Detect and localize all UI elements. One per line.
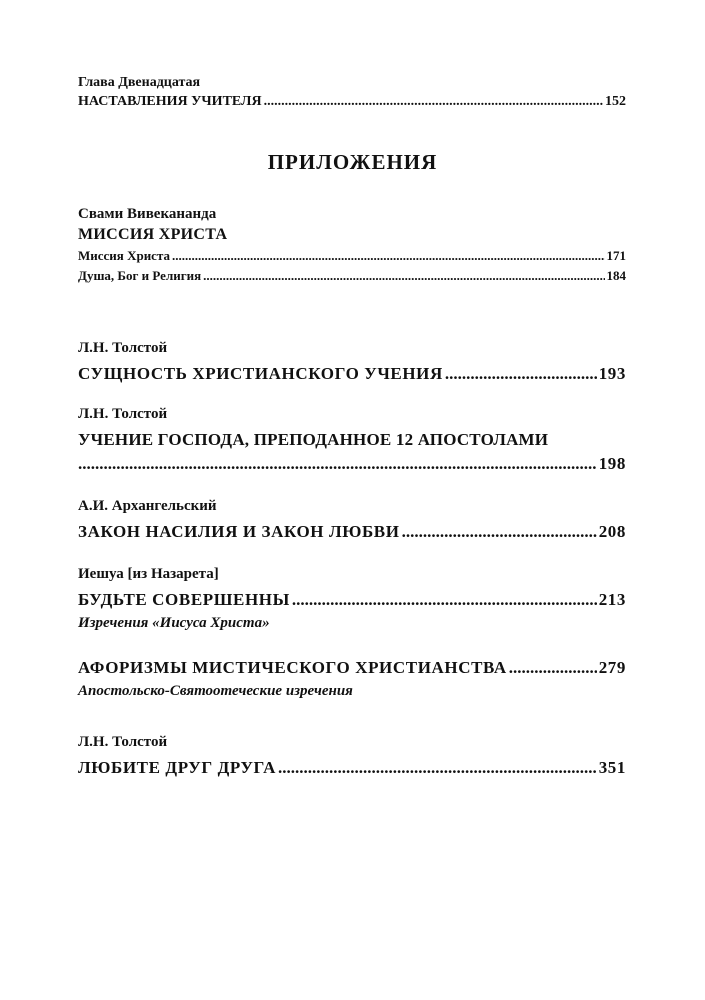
toc-entry-tolstoy-essence[interactable] bbox=[78, 338, 626, 386]
section-title: БУДЬТЕ СОВЕРШЕННЫ bbox=[78, 590, 290, 609]
dot-leader bbox=[509, 656, 597, 680]
toc-entry-tolstoy-teaching[interactable] bbox=[78, 404, 626, 476]
section-title: УЧЕНИЕ ГОСПОДА, ПРЕПОДАННОЕ 12 АПОСТОЛАМИ bbox=[78, 430, 549, 449]
entry-line bbox=[78, 656, 626, 680]
page-number: 198 bbox=[598, 454, 626, 473]
page-number: 184 bbox=[606, 268, 626, 283]
page-number: 171 bbox=[606, 248, 626, 263]
entry-line bbox=[78, 756, 626, 780]
dot-leader bbox=[402, 520, 597, 544]
dot-leader bbox=[445, 362, 597, 386]
section-title: ЛЮБИТЕ ДРУГ ДРУГА bbox=[78, 758, 276, 777]
toc-entry-tolstoy-love[interactable] bbox=[78, 732, 626, 780]
chapter-line bbox=[78, 92, 626, 112]
entry-line bbox=[78, 520, 626, 544]
section-title: СУЩНОСТЬ ХРИСТИАНСКОГО УЧЕНИЯ bbox=[78, 364, 443, 383]
dot-leader bbox=[278, 756, 597, 780]
toc-entry-arkhangelsky[interactable] bbox=[78, 496, 626, 544]
dot-leader bbox=[292, 588, 597, 612]
author-name: Л.Н. Толстой bbox=[78, 340, 168, 356]
subitem-label: Душа, Бог и Религия bbox=[78, 268, 202, 283]
toc-entry-yeshua[interactable] bbox=[78, 564, 626, 634]
page-number: 213 bbox=[598, 590, 626, 609]
toc-subitem[interactable] bbox=[78, 266, 626, 286]
entry-line bbox=[78, 452, 626, 476]
chapter-label: Глава Двенадцатая bbox=[78, 75, 201, 90]
subitem-label: Миссия Христа bbox=[78, 248, 170, 263]
appendix-heading: ПРИЛОЖЕНИЯ bbox=[267, 150, 438, 174]
section-subtitle: Изречения «Иисуса Христа» bbox=[78, 615, 270, 631]
page-number: 351 bbox=[598, 758, 626, 777]
author-name: Иешуа [из Назарета] bbox=[78, 566, 219, 582]
author-name: А.И. Архангельский bbox=[78, 498, 217, 514]
dot-leader bbox=[264, 92, 603, 112]
dot-leader bbox=[203, 266, 604, 286]
toc-entry-aphorisms[interactable] bbox=[78, 656, 626, 702]
page-number: 193 bbox=[598, 364, 626, 383]
dot-leader bbox=[172, 246, 605, 266]
section-title: ЗАКОН НАСИЛИЯ И ЗАКОН ЛЮБВИ bbox=[78, 522, 400, 541]
toc-entry-vivekananda[interactable] bbox=[78, 204, 626, 286]
section-title: АФОРИЗМЫ МИСТИЧЕСКОГО ХРИСТИАНСТВА bbox=[78, 658, 507, 677]
author-name: Л.Н. Толстой bbox=[78, 734, 168, 750]
section-title: МИССИЯ ХРИСТА bbox=[78, 226, 228, 243]
toc-subitem[interactable] bbox=[78, 246, 626, 266]
page-number: 152 bbox=[605, 94, 626, 109]
author-name: Свами Вивекананда bbox=[78, 206, 217, 222]
entry-line bbox=[78, 588, 626, 612]
page-number: 279 bbox=[598, 658, 626, 677]
section-subtitle: Апостольско-Святоотеческие изречения bbox=[78, 683, 353, 699]
page-number: 208 bbox=[598, 522, 626, 541]
dot-leader bbox=[78, 452, 597, 476]
chapter-title: НАСТАВЛЕНИЯ УЧИТЕЛЯ bbox=[78, 94, 262, 109]
entry-line bbox=[78, 362, 626, 386]
author-name: Л.Н. Толстой bbox=[78, 406, 168, 422]
toc-entry-chapter12[interactable] bbox=[78, 74, 626, 112]
